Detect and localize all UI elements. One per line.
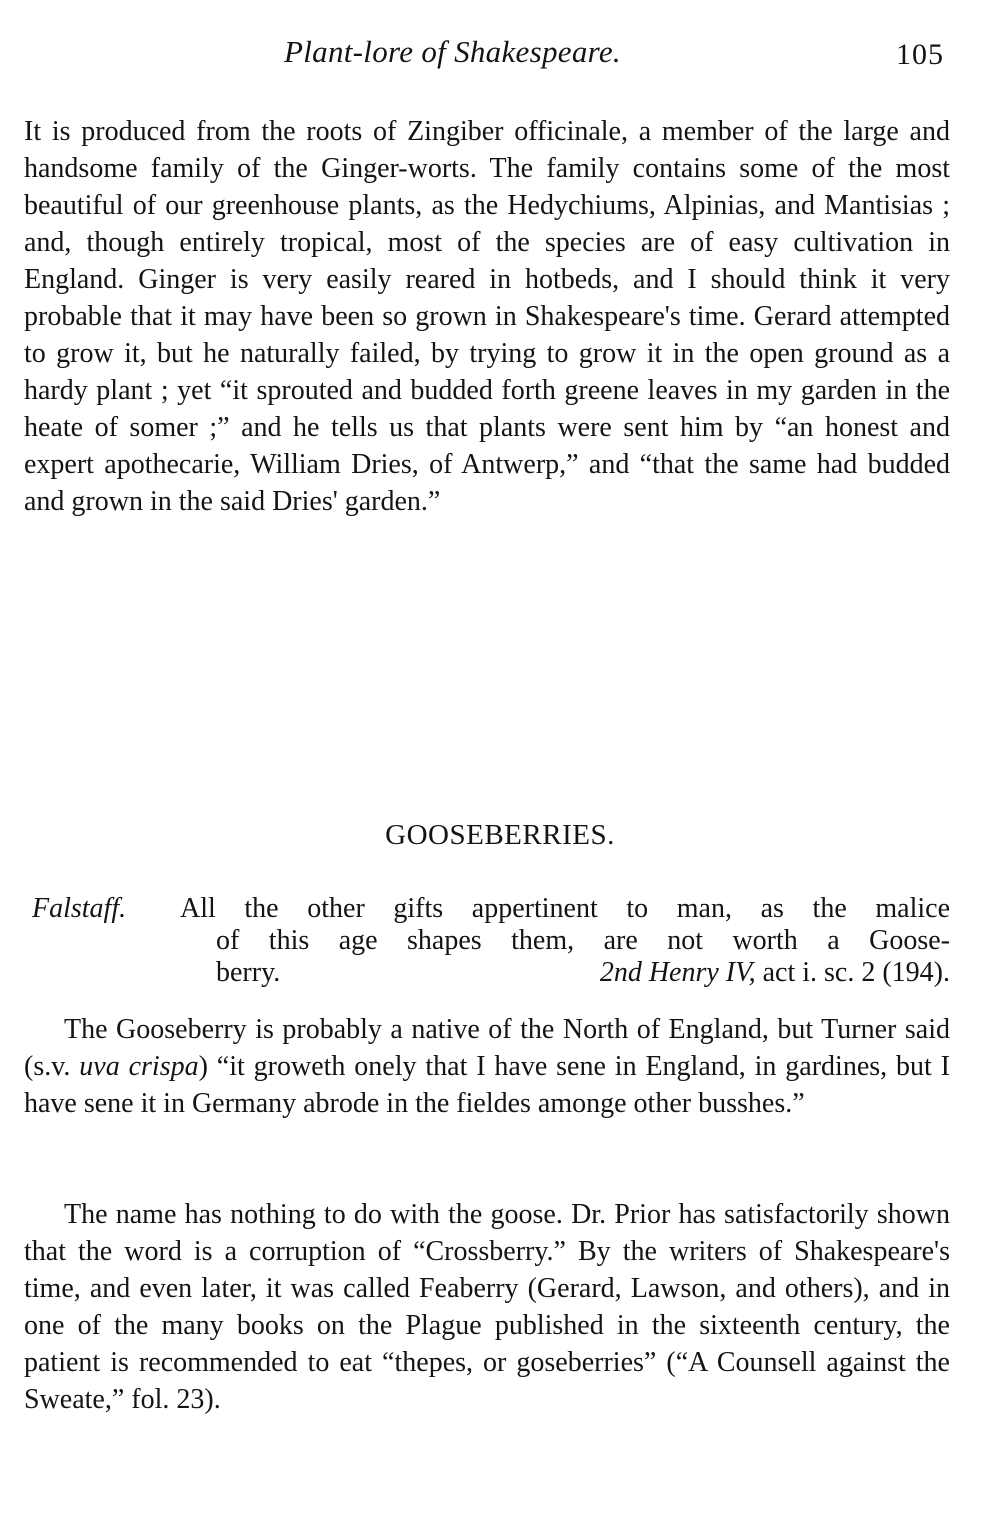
quote-line-3 [216,957,950,989]
quote-line-2: of this age shapes them, are not worth a Goose- [216,925,950,956]
quote-source-reference: act i. sc. 2 (194). [755,957,950,988]
ginger-paragraph: It is produced from the roots of Zingiber officinale, a member of the large and handsome family of the Ginger-worts. The family contains some of the most beautiful of our greenhouse plants, as the Hedychiums, Alpinias, and Mantisias ; and, though entirely tropical, most of the species are of easy cultivation in England. Ginger is very easily reared in hotbeds, and I should think it very probable that it may have been so grown in Shakespeare's time. Gerard attempted to grow it, but he naturally failed, by trying to grow it in the open ground as a hardy plant ; yet “it sprouted and budded forth greene leaves in my garden in the heate of somer ;” and he tells us that plants were sent him by “an honest and expert apothecarie, William Dries, of Antwerp,” and “that the same had budded and grown in the said Dries' garden.” [24,116,950,517]
quote-source [600,957,950,989]
gooseberry-p1-latin-name: uva crispa [79,1051,199,1082]
gooseberry-p1-text-a: The Gooseberry is probably a native of the North of England, but Turner said (s.v. [24,1014,950,1082]
quote-speaker: Falstaff. [32,893,127,924]
gooseberry-p1-text-b: ) “it groweth onely that I have sene in England, in gardines, but I have sene it in Germany abrode in the fieldes amonge other busshes.” [24,1051,950,1119]
page-number: 105 [896,38,944,71]
gooseberry-paragraph-1 [24,1011,950,1122]
gooseberry-paragraph-2: The name has nothing to do with the goose. Dr. Prior has satisfactorily shown that the word is a corruption of “Crossberry.” By the writers of Shakespeare's time, and even later, it was called Feaberry (Gerard, Lawson, and others), and in one of the many books on the Plague published in the sixteenth century, the patient is recommended to eat “thepes, or goseberries” (“A Counsell against the Sweate,” fol. 23). [24,1199,950,1415]
quote-line-3-text: berry. [216,957,281,988]
quote-line-1: All the other gifts appertinent to man, as the malice [180,893,950,924]
running-header-title: Plant-lore of Shakespeare. [284,34,621,69]
quote-source-play: 2nd Henry IV, [599,957,756,988]
section-heading-gooseberries: GOOSEBERRIES. [385,819,615,851]
